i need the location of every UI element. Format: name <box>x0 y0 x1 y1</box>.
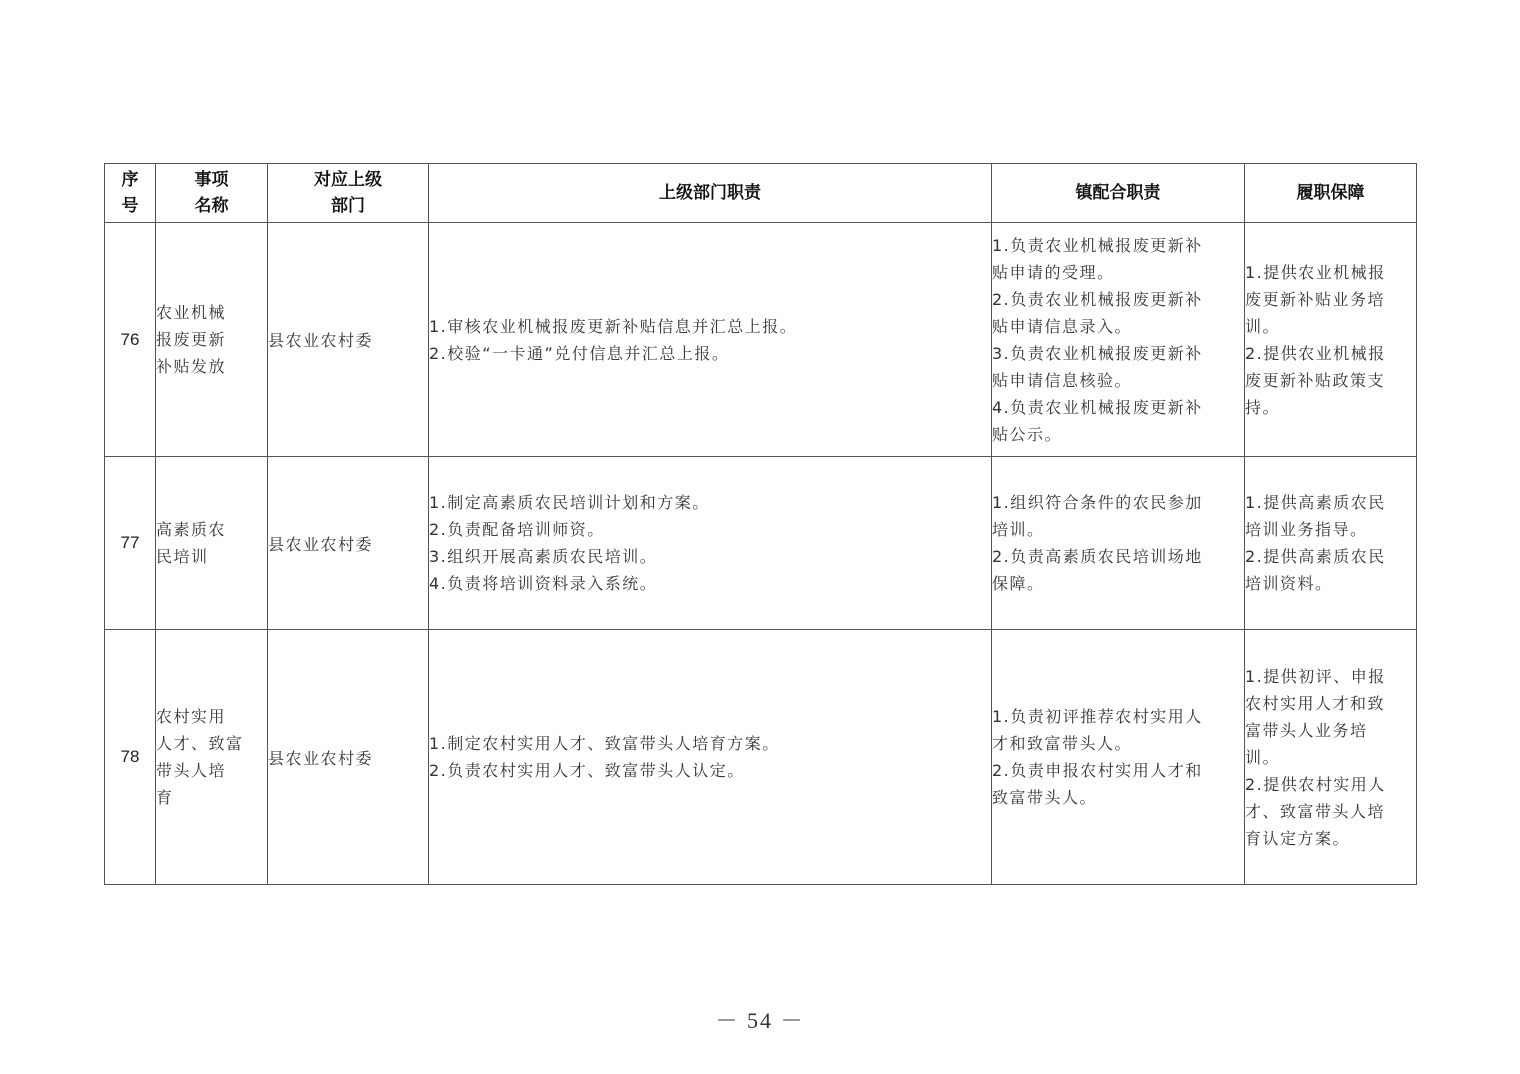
row-item-name-line: 农村实用 <box>156 707 227 726</box>
row-guarantee-line: 训。 <box>1245 316 1281 336</box>
row-item-name <box>156 630 268 885</box>
row-guarantee-line: 废更新补贴业务培 <box>1245 289 1386 309</box>
header-seq: 序 号 <box>105 164 156 223</box>
row-town-duty-line: 3.负责农业机械报废更新补 <box>992 343 1203 363</box>
row-town-duty <box>992 223 1245 457</box>
row-item-name-line: 补贴发放 <box>156 357 227 376</box>
table-row <box>105 457 1417 630</box>
row-guarantee-line: 富带头人业务培 <box>1245 720 1368 740</box>
page-number: － 54 － <box>715 1008 805 1033</box>
row-seq: 78 <box>105 630 156 885</box>
row-item-name-line: 高素质农 <box>156 520 227 539</box>
row-upper-duty <box>429 457 992 630</box>
table-row <box>105 223 1417 457</box>
row-item-name-line: 报废更新 <box>156 330 227 349</box>
row-town-duty-line: 致富带头人。 <box>992 788 1098 807</box>
row-town-duty-line: 培训。 <box>992 520 1045 539</box>
duty-table <box>104 163 1417 885</box>
row-town-duty-line: 贴申请信息录入。 <box>992 316 1133 336</box>
row-guarantee-line: 农村实用人才和致 <box>1245 693 1386 713</box>
row-upper-duty-line: 1.制定农村实用人才、致富带头人培育方案。 <box>429 734 780 753</box>
table-row <box>105 630 1417 885</box>
row-town-duty-line: 2.负责农业机械报废更新补 <box>992 289 1203 309</box>
row-upper-duty <box>429 630 992 885</box>
row-guarantee-line: 废更新补贴政策支 <box>1245 370 1386 390</box>
header-row <box>105 164 1417 223</box>
table-body <box>105 223 1417 885</box>
row-item-name-line: 人才、致富 <box>156 734 244 753</box>
header-upper-duty: 上级部门职责 <box>429 164 992 223</box>
row-town-duty-line: 1.组织符合条件的农民参加 <box>992 493 1203 512</box>
row-item-name-line: 农业机械 <box>156 303 227 322</box>
row-guarantee-line: 1.提供高素质农民 <box>1245 493 1386 512</box>
row-town-duty-line: 贴申请的受理。 <box>992 262 1115 282</box>
row-item-name-line: 育 <box>156 788 174 807</box>
row-guarantee-line: 1.提供农业机械报 <box>1245 262 1386 282</box>
row-item-name <box>156 223 268 457</box>
row-item-name-line: 带头人培 <box>156 761 227 780</box>
row-upper-duty-line: 4.负责将培训资料录入系统。 <box>429 574 658 593</box>
row-upper-duty-line: 2.负责配备培训师资。 <box>429 520 605 539</box>
header-town-duty: 镇配合职责 <box>992 164 1245 223</box>
row-dept: 县农业农村委 <box>268 630 429 885</box>
row-guarantee-line: 育认定方案。 <box>1245 828 1351 848</box>
row-guarantee-line: 2.提供农业机械报 <box>1245 343 1386 363</box>
row-town-duty-line: 保障。 <box>992 574 1045 593</box>
row-seq: 77 <box>105 457 156 630</box>
row-guarantee-line: 1.提供初评、申报 <box>1245 666 1386 686</box>
row-town-duty-line: 才和致富带头人。 <box>992 734 1133 753</box>
row-dept: 县农业农村委 <box>268 223 429 457</box>
row-item-name-line: 民培训 <box>156 547 209 566</box>
row-town-duty <box>992 457 1245 630</box>
row-upper-duty-line: 1.制定高素质农民培训计划和方案。 <box>429 493 710 512</box>
row-town-duty <box>992 630 1245 885</box>
row-town-duty-line: 贴申请信息核验。 <box>992 370 1133 390</box>
row-upper-duty <box>429 223 992 457</box>
row-town-duty-line: 1.负责农业机械报废更新补 <box>992 235 1203 255</box>
row-upper-duty-line: 3.组织开展高素质农民培训。 <box>429 547 658 566</box>
row-town-duty-line: 2.负责高素质农民培训场地 <box>992 547 1203 566</box>
row-upper-duty-line: 2.负责农村实用人才、致富带头人认定。 <box>429 761 745 780</box>
header-item: 事项 名称 <box>156 164 268 223</box>
row-item-name <box>156 457 268 630</box>
row-town-duty-line: 贴公示。 <box>992 424 1063 444</box>
row-guarantee-line: 才、致富带头人培 <box>1245 801 1386 821</box>
row-guarantee-line: 培训业务指导。 <box>1245 520 1368 539</box>
row-seq: 76 <box>105 223 156 457</box>
row-dept: 县农业农村委 <box>268 457 429 630</box>
row-guarantee-line: 2.提供高素质农民 <box>1245 547 1386 566</box>
row-guarantee <box>1245 457 1417 630</box>
row-town-duty-line: 2.负责申报农村实用人才和 <box>992 761 1203 780</box>
row-guarantee-line: 2.提供农村实用人 <box>1245 774 1386 794</box>
row-upper-duty-line: 2.校验“一卡通”兑付信息并汇总上报。 <box>429 343 730 363</box>
header-guarantee: 履职保障 <box>1245 164 1417 223</box>
row-guarantee-line: 训。 <box>1245 747 1281 767</box>
row-upper-duty-line: 1.审核农业机械报废更新补贴信息并汇总上报。 <box>429 316 798 336</box>
header-dept: 对应上级 部门 <box>268 164 429 223</box>
row-town-duty-line: 1.负责初评推荐农村实用人 <box>992 707 1203 726</box>
row-guarantee-line: 持。 <box>1245 397 1281 417</box>
row-guarantee-line: 培训资料。 <box>1245 574 1333 593</box>
row-guarantee <box>1245 223 1417 457</box>
row-town-duty-line: 4.负责农业机械报废更新补 <box>992 397 1203 417</box>
row-guarantee <box>1245 630 1417 885</box>
